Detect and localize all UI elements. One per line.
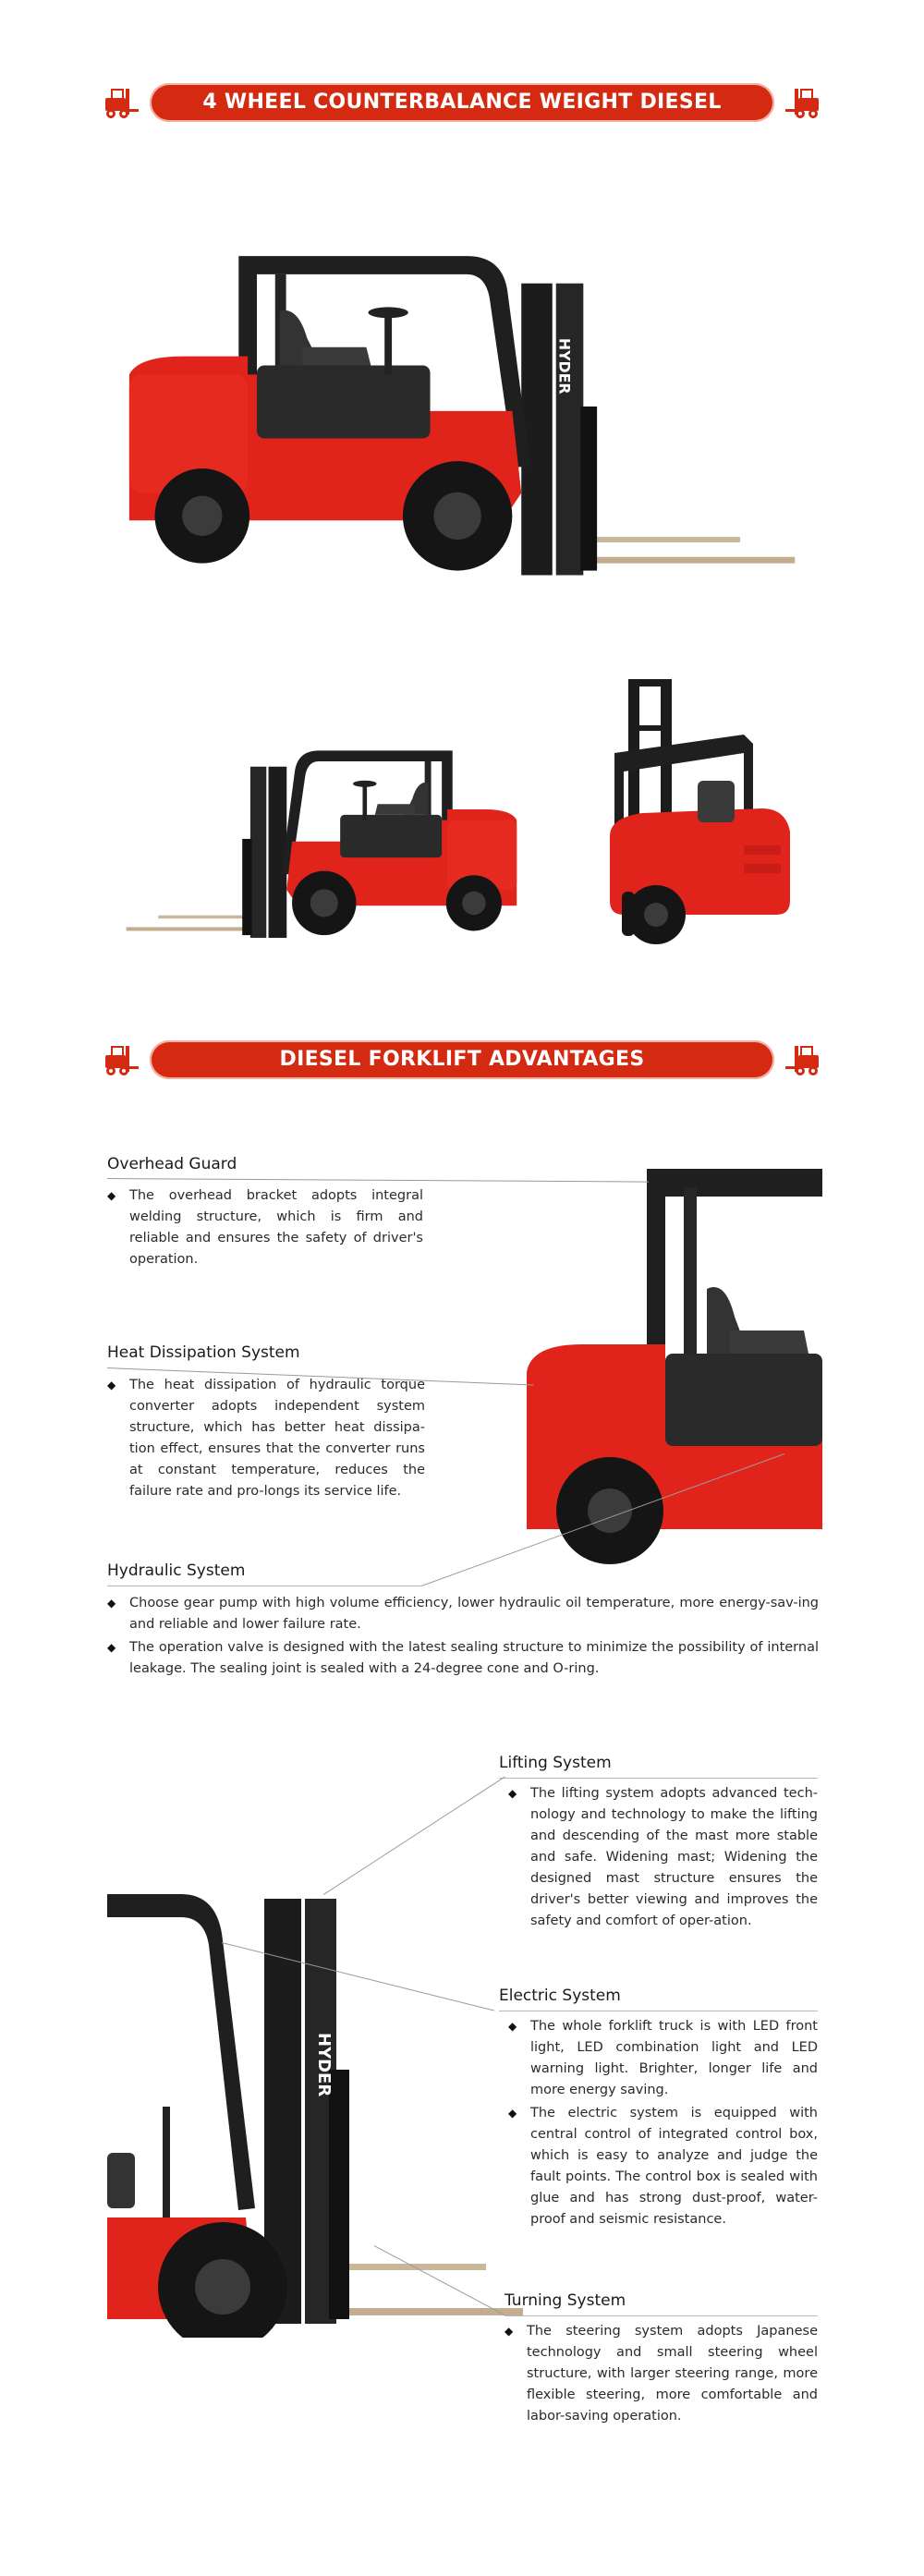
feature-title-overhead-guard: Overhead Guard (107, 1155, 237, 1173)
diamond-bullet-icon: ◆ (107, 1641, 116, 1654)
banner-bar (150, 1040, 774, 1079)
list-item: ◆ The overhead bracket adopts integral welding structure, which is firm and reliable and ensures the safety of driver's operation. (107, 1185, 423, 1270)
list-item: ◆ Choose gear pump with high volume efficiency, lower hydraulic oil temperature, more energy-sav-ing and reliable and lower failure rate. (107, 1593, 819, 1635)
forklift-icon (784, 85, 821, 120)
section-banner-products (103, 79, 821, 152)
feature-title-lifting: Lifting System (499, 1754, 612, 1772)
feature-list-hydraulic (107, 1593, 819, 1682)
list-item: ◆ The heat dissipation of hydraulic torque converter adopts independent system structure, which has better heat dissipa-tion effect, ensures that the converter runs at constant temperature, reduces the failure rate and pro-longs its service life. (107, 1375, 425, 1502)
feature-list-overhead-guard (107, 1185, 423, 1272)
section-banner-advantages (103, 1037, 821, 1083)
feature-list-lifting (508, 1783, 818, 1934)
forklift-front-image (605, 670, 799, 956)
diamond-bullet-icon: ◆ (107, 1379, 116, 1391)
list-item: ◆ The whole forklift truck is with LED front light, LED combination light and LED warning light. Brighter, longer life and more energy saving. (508, 2016, 818, 2101)
diamond-bullet-icon: ◆ (508, 2020, 517, 2033)
diamond-bullet-icon: ◆ (505, 2325, 514, 2338)
diamond-bullet-icon: ◆ (508, 1787, 517, 1800)
list-item: ◆ The electric system is equipped with central control of integrated control box, which is easy to analyze and judge the fault points. The control box is sealed with glue and has strong dust-proof, water-proof and seismic resistance. (508, 2103, 818, 2230)
forklift-icon (103, 85, 140, 120)
divider (505, 2315, 818, 2316)
forklift-main-image (120, 194, 813, 610)
banner-bar (150, 83, 774, 152)
list-item: ◆ The lifting system adopts advanced tech-nology and technology to make the lifting and descending of the mast more stable and safe. Widening mast; Widening the designed mast structure ensures the driver's better viewing and improves the safety and comfort of oper-ation. (508, 1783, 818, 1932)
brand-label: HYDER (314, 2033, 334, 2097)
feature-title-electric: Electric System (499, 1987, 621, 2005)
forklift-rear-detail-image (527, 1160, 822, 1566)
banner-title: 4 WHEEL COUNTERBALANCE WEIGHT DIESEL FORKLIFT (202, 91, 722, 152)
forklift-side-image (116, 711, 522, 961)
banner-title: DIESEL FORKLIFT ADVANTAGES (279, 1048, 645, 1071)
forklift-icon (784, 1042, 821, 1077)
feature-list-turning (505, 2321, 818, 2429)
feature-title-heat-dissipation: Heat Dissipation System (107, 1343, 300, 1362)
feature-title-hydraulic: Hydraulic System (107, 1561, 246, 1580)
divider (499, 1778, 818, 1779)
feature-list-heat-dissipation (107, 1375, 425, 1504)
diamond-bullet-icon: ◆ (107, 1597, 116, 1610)
list-item: ◆ The steering system adopts Japanese technology and small steering wheel structure, with larger steering range, more flexible steering, more comfortable and labor-saving operation. (505, 2321, 818, 2427)
brand-label: HYDER (555, 337, 574, 395)
feature-list-electric (508, 2016, 818, 2232)
feature-title-turning: Turning System (505, 2291, 626, 2310)
forklift-icon (103, 1042, 140, 1077)
diamond-bullet-icon: ◆ (508, 2107, 517, 2120)
list-item: ◆ The operation valve is designed with the latest sealing structure to minimize the possibility of internal leakage. The sealing joint is sealed with a 24-degree cone and O-ring. (107, 1637, 819, 1680)
diamond-bullet-icon: ◆ (107, 1189, 116, 1202)
